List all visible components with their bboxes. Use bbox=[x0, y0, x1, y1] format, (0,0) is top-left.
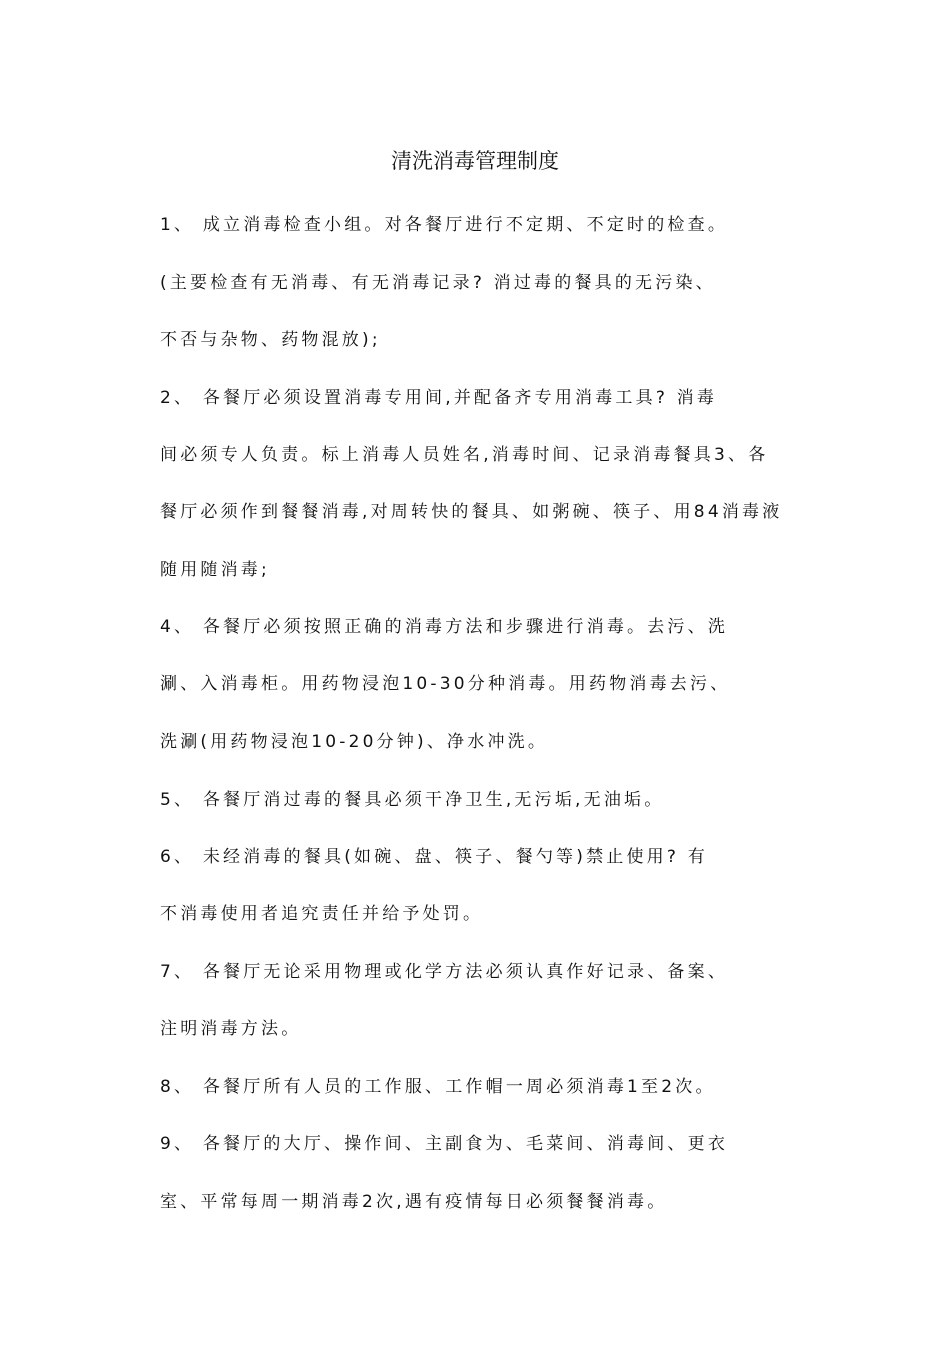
text-line: (主要检查有无消毒、有无消毒记录? 消过毒的餐具的无污染、 bbox=[160, 273, 716, 293]
text-line: 餐厅必须作到餐餐消毒,对周转快的餐具、如粥碗、筷子、用84消毒液 bbox=[160, 502, 783, 522]
text-line: 注明消毒方法。 bbox=[160, 1019, 302, 1039]
document-title: 清洗消毒管理制度 bbox=[391, 149, 559, 173]
text-line: 7、 各餐厅无论采用物理或化学方法必须认真作好记录、备案、 bbox=[160, 962, 729, 982]
text-line: 洗涮(用药物浸泡10-20分钟)、净水冲洗。 bbox=[160, 732, 549, 752]
text-line: 随用随消毒; bbox=[160, 560, 270, 580]
text-line: 6、 未经消毒的餐具(如碗、盘、筷子、餐勺等)禁止使用? 有 bbox=[160, 847, 708, 867]
text-line: 5、 各餐厅消过毒的餐具必须干净卫生,无污垢,无油垢。 bbox=[160, 790, 665, 810]
text-line: 2、 各餐厅必须设置消毒专用间,并配备齐专用消毒工具? 消毒 bbox=[160, 388, 718, 408]
text-line: 涮、入消毒柜。用药物浸泡10-30分种消毒。用药物消毒去污、 bbox=[160, 674, 731, 694]
text-line: 不消毒使用者追究责任并给予处罚。 bbox=[160, 904, 484, 924]
text-line: 室、平常每周一期消毒2次,遇有疫情每日必须餐餐消毒。 bbox=[160, 1192, 668, 1212]
text-line: 4、 各餐厅必须按照正确的消毒方法和步骤进行消毒。去污、洗 bbox=[160, 617, 729, 637]
text-line: 9、 各餐厅的大厅、操作间、主副食为、毛菜间、消毒间、更衣 bbox=[160, 1134, 729, 1154]
text-line: 8、 各餐厅所有人员的工作服、工作帽一周必须消毒1至2次。 bbox=[160, 1077, 716, 1097]
text-line: 间必须专人负责。标上消毒人员姓名,消毒时间、记录消毒餐具3、各 bbox=[160, 445, 769, 465]
text-line: 不否与杂物、药物混放); bbox=[160, 330, 381, 350]
text-line: 1、 成立消毒检查小组。对各餐厅进行不定期、不定时的检查。 bbox=[160, 215, 729, 235]
